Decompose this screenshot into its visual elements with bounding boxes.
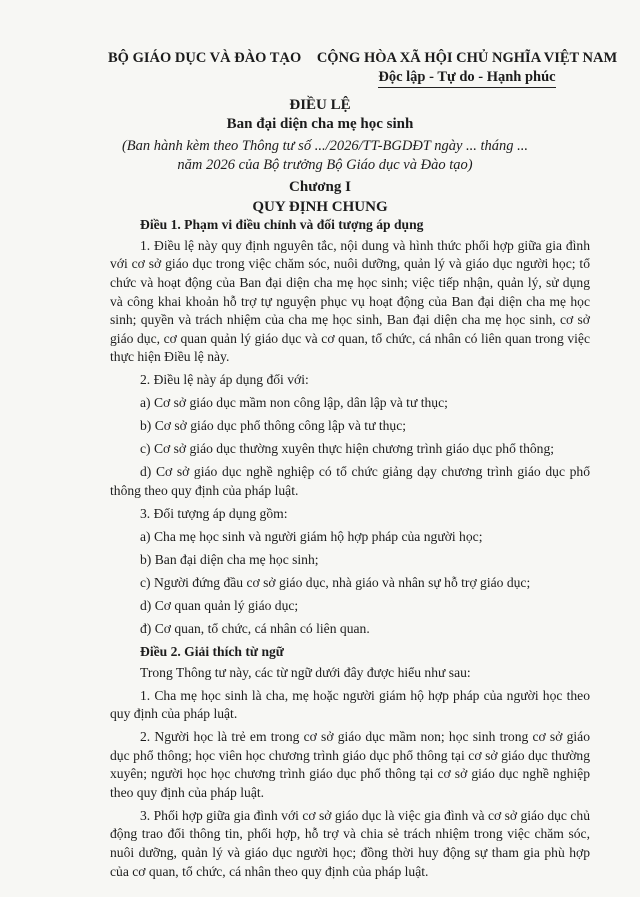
article-1-clause-3a: a) Cha mẹ học sinh và người giám hộ hợp pháp của người học; <box>140 528 483 544</box>
article-1-clause-2d: d) Cơ sở giáo dục nghề nghiệp có tổ chức giảng dạy chương trình giáo dục phổ thông theo quy định của pháp luật. <box>110 464 590 498</box>
article-2-clause-2: 2. Người học là trẻ em trong cơ sở giáo dục mầm non; học sinh trong cơ sở giáo dục phổ thông; học viên học chương trình giáo dục phổ thông tại cơ sở giáo dục thường xuyên; người học học chương trình giáo dục phổ thông tại cơ sở giáo dục nghề nghiệp theo quy định của pháp luật. <box>110 729 590 800</box>
article-1-clause-3: 3. Đối tượng áp dụng gồm: <box>140 505 288 521</box>
article-1-clause-3b: b) Ban đại diện cha mẹ học sinh; <box>140 551 319 567</box>
chapter-title: QUY ĐỊNH CHUNG <box>252 199 388 215</box>
article-1-clause-2b: b) Cơ sở giáo dục phổ thông công lập và tư thục; <box>140 418 407 434</box>
article-1-clause-1: 1. Điều lệ này quy định nguyên tắc, nội dung và hình thức phối hợp giữa gia đình với cơ sở giáo dục trong việc chăm sóc, nuôi dưỡng, quản lý và giáo dục người học; tổ chức và hoạt động của Ban đại diện cha mẹ học sinh; việc tiếp nhận, quản lý, sử dụng và công khai khoản hỗ trợ tự nguyện phục vụ hoạt động của Ban đại diện cha mẹ học sinh; quyền và trách nhiệm của cha mẹ học sinh, Ban đại diện cha mẹ học sinh, cơ sở giáo dục, cơ quan quản lý giáo dục và cơ quan, tổ chức, cá nhân có liên quan trong việc thực hiện Điều lệ này. <box>110 237 590 365</box>
document-title: ĐIỀU LỆ <box>289 97 351 113</box>
article-1-clause-2: 2. Điều lệ này áp dụng đối với: <box>140 372 309 388</box>
article-2-intro: Trong Thông tư này, các từ ngữ dưới đây được hiểu như sau: <box>140 664 471 680</box>
article-1-clause-3e: đ) Cơ quan, tổ chức, cá nhân có liên quan. <box>140 620 370 636</box>
article-1-clause-2c: c) Cơ sở giáo dục thường xuyên thực hiện chương trình giáo dục phổ thông; <box>140 441 555 457</box>
article-2-clause-3: 3. Phối hợp giữa gia đình với cơ sở giáo dục là việc gia đình và cơ sở giáo dục chủ động trao đổi thông tin, phối hợp, hỗ trợ và chia sẻ trách nhiệm trong việc chăm sóc, nuôi dưỡng, quản lý và giáo dục người học; đồng thời huy động sự tham gia phù hợp của cơ quan, tổ chức, cá nhân theo quy định của pháp luật. <box>110 807 590 879</box>
document-body <box>110 216 590 886</box>
article-1-title: Điều 1. Phạm vi điều chỉnh và đối tượng áp dụng <box>140 217 424 232</box>
issuance-note: (Ban hành kèm theo Thông tư số .../2026/TT-BGDĐT ngày ... tháng ... năm 2026 của Bộ trưởng Bộ Giáo dục và Đào tạo) <box>121 138 529 173</box>
article-2-clause-1: 1. Cha mẹ học sinh là cha, mẹ hoặc người giám hộ hợp pháp của người học theo quy định của pháp luật. <box>110 687 590 722</box>
ministry-name: BỘ GIÁO DỤC VÀ ĐÀO TẠO <box>108 50 302 66</box>
national-motto: Độc lập - Tự do - Hạnh phúc <box>378 69 555 88</box>
republic-name: CỘNG HÒA XÃ HỘI CHỦ NGHĨA VIỆT NAM <box>316 50 618 66</box>
document-subtitle: Ban đại diện cha mẹ học sinh <box>226 116 414 132</box>
chapter-number: Chương I <box>289 179 351 195</box>
article-1-clause-3c: c) Người đứng đầu cơ sở giáo dục, nhà giáo và nhân sự hỗ trợ giáo dục; <box>140 574 531 590</box>
article-2-title: Điều 2. Giải thích từ ngữ <box>140 643 284 659</box>
article-1-clause-2a: a) Cơ sở giáo dục mầm non công lập, dân lập và tư thục; <box>140 395 448 411</box>
national-header <box>312 50 622 88</box>
article-1-clause-3d: d) Cơ quan quản lý giáo dục; <box>140 597 299 613</box>
